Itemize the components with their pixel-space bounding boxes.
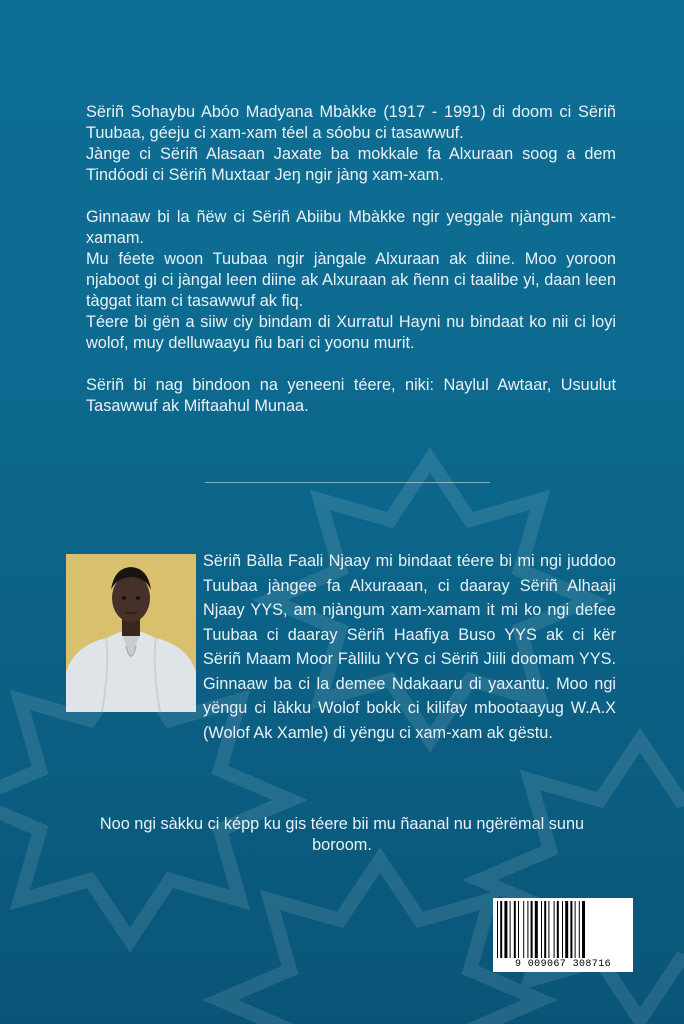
section-divider — [205, 482, 490, 483]
barcode-bar — [500, 901, 502, 958]
barcode-bar — [523, 901, 524, 958]
barcode-bar — [554, 901, 555, 958]
barcode-bar — [527, 901, 528, 958]
author-photo — [66, 554, 196, 712]
barcode-bar — [570, 901, 572, 958]
barcode-bar — [497, 901, 498, 958]
barcode-bar — [518, 901, 519, 958]
intro-paragraph-4: Mu féete woon Tuubaa ngir jàngale Alxuraan ak diine. Moo yoroon njaboot gi ci jàngal leen diine ak Alxuraan ak ñenn ci taalibe yi, daan leen tàggat itam ci tasawwuf ak fiq. — [86, 250, 616, 310]
barcode-bar — [504, 901, 507, 958]
barcode-bar — [579, 901, 580, 958]
barcode-bar — [510, 901, 511, 958]
author-bio: Sëriñ Bàlla Faali Njaay mi bindaat téere bi mi ngi juddoo Tuubaa jàngee fa Alxuraaan, ci daaray Sëriñ Alhaaji Njaay YYS, am njàngum xam-xamam it mi ko ngi defee Tuubaa ci daaray Sëriñ Haafiya Buso YYS ak ci kër Sëriñ Maam Moor Fàllilu YYG ci Sëriñ Jiili doomam YYS. Ginnaaw ba ci la demee Ndakaaru di yaxantu. Moo ngi yëngu ci làkku Wolof bokk ci kilifay mbootaayug W.A.X (Wolof Ak Xamle) di yëngu ci xam-xam ak gëstu. — [203, 552, 616, 742]
barcode-bar — [548, 901, 549, 958]
closing-prayer: Noo ngi sàkku ci képp ku gis téere bii mu ñaanal nu ngërëmal sunu boroom. — [99, 815, 585, 854]
intro-text — [86, 102, 616, 417]
barcode-bar — [582, 901, 585, 958]
intro-paragraph-6: Sëriñ bi nag bindoon na yeneeni téere, niki: Naylul Awtaar, Usuulut Tasawwuf ak Miftaahul Munaa. — [86, 376, 616, 415]
barcode-bar — [562, 901, 563, 958]
barcode-bar — [544, 901, 546, 958]
intro-paragraph-1: Sëriñ Sohaybu Abóo Madyana Mbàkke (1917 - 1991) di doom ci Sëriñ Tuubaa, géeju ci xam-xam téel a sóobu ci tasawwuf. — [86, 103, 616, 142]
barcode-bar — [514, 901, 516, 958]
barcode-bar — [535, 901, 538, 958]
barcode-bar — [557, 901, 559, 958]
barcode-bar — [575, 901, 576, 958]
intro-paragraph-3: Ginnaaw bi la ñëw ci Sëriñ Abiibu Mbàkke ngir yeggale njàngum xam-xamam. — [86, 208, 616, 247]
intro-paragraph-2: Jànge ci Sëriñ Alasaan Jaxate ba mokkale fa Alxuraan soog a dem Tindóodi ci Sëriñ Muxtaar Jeŋ ngir jàng xam-xam. — [86, 145, 616, 184]
isbn-barcode — [493, 898, 633, 972]
barcode-digits: 9 009067 308716 — [493, 959, 633, 971]
barcode-bar — [565, 901, 568, 958]
barcode-bar — [531, 901, 533, 958]
barcode-bar — [541, 901, 542, 958]
intro-paragraph-5: Téere bi gën a siiw ciy bindam di Xurratul Hayni nu bindaat ko nii ci loyi wolof, muy delluwaayu ñu bari ci yoonu murit. — [86, 313, 616, 352]
